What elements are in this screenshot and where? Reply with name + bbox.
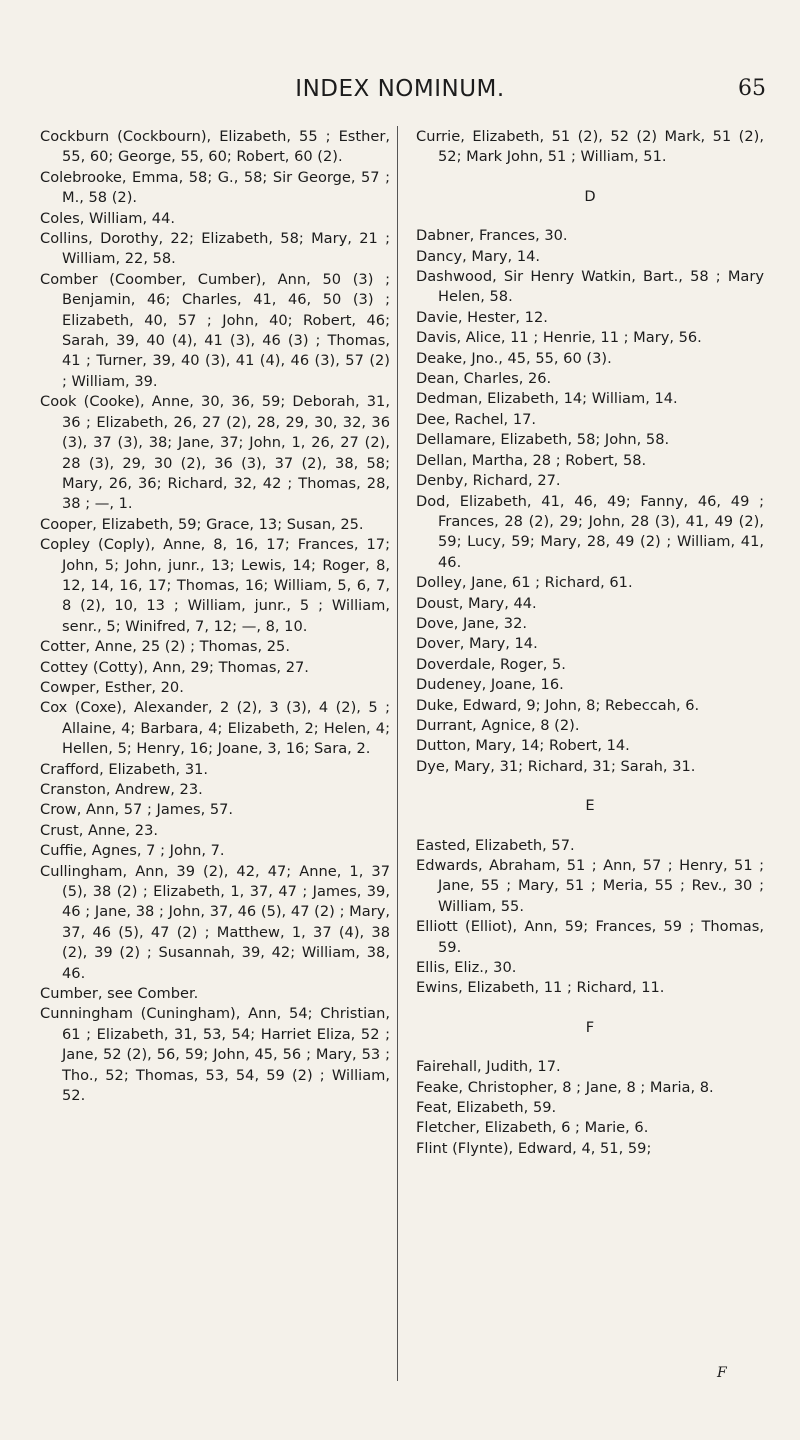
index-entry: Dedman, Elizabeth, 14; William, 14. <box>416 390 678 408</box>
index-entry: Colebrooke, Emma, 58; G., 58; Sir George, 57 ; M., 58 (2). <box>40 168 390 207</box>
index-entry: Flint (Flynte), Edward, 4, 51, 59; <box>416 1139 652 1157</box>
index-entry: Cowper, Esther, 20. <box>40 678 184 696</box>
index-entry: Cottey (Cotty), Ann, 29; Thomas, 27. <box>40 658 309 676</box>
index-entry: Dee, Rachel, 17. <box>416 410 537 428</box>
index-entry: Copley (Coply), Anne, 8, 16, 17; Frances, 17; John, 5; John, junr., 13; Lewis, 14; Roger, 8, 12, 14, 16, 17; Thomas, 16; William, 5, 6, 7, 8 (2), 10, 13 ; William, junr., 5 ; William, senr., 5; Winifred, 7, 12; —, 8, 10. <box>40 536 390 635</box>
index-entry: Duke, Edward, 9; John, 8; Rebeccah, 6. <box>416 696 700 714</box>
index-entry: Crust, Anne, 23. <box>40 821 158 839</box>
index-entry: Davis, Alice, 11 ; Henrie, 11 ; Mary, 56. <box>416 329 702 347</box>
index-entry: Cotter, Anne, 25 (2) ; Thomas, 25. <box>40 638 290 656</box>
column-divider <box>397 126 398 1381</box>
page-number: 65 <box>738 76 766 101</box>
page-header <box>0 74 800 114</box>
index-entry: Fletcher, Elizabeth, 6 ; Marie, 6. <box>416 1119 649 1137</box>
catchword: F <box>717 1365 727 1381</box>
index-entry: Elliott (Elliot), Ann, 59; Frances, 59 ; Thomas, 59. <box>416 918 764 956</box>
index-entry: Easted, Elizabeth, 57. <box>416 836 575 854</box>
index-entry: Edwards, Abraham, 51 ; Ann, 57 ; Henry, 51 ; Jane, 55 ; Mary, 51 ; Meria, 55 ; Rev., 30 ; William, 55. <box>416 857 764 915</box>
index-entry: Davie, Hester, 12. <box>416 308 548 326</box>
index-entry: Cuffie, Agnes, 7 ; John, 7. <box>40 842 225 860</box>
index-entry: Doverdale, Roger, 5. <box>416 655 566 673</box>
index-entry: Dolley, Jane, 61 ; Richard, 61. <box>416 574 633 592</box>
index-entry: Cunningham (Cuningham), Ann, 54; Christian, 61 ; Elizabeth, 31, 53, 54; Harriet Eliza, 52 ; Jane, 52 (2), 56, 59; John, 45, 56 ; Mary, 53 ; Tho., 52; Thomas, 53, 54, 59 (2) ; William, 52. <box>40 1005 390 1105</box>
section-letter: D <box>584 187 596 205</box>
index-entry: Crafford, Elizabeth, 31. <box>40 760 209 778</box>
index-entry: Dover, Mary, 14. <box>416 635 538 653</box>
index-entry: Crow, Ann, 57 ; James, 57. <box>40 801 234 819</box>
index-entry: Dashwood, Sir Henry Watkin, Bart., 58 ; Mary Helen, 58. <box>416 268 764 306</box>
index-entry: Dancy, Mary, 14. <box>416 247 541 265</box>
index-entry: Deake, Jno., 45, 55, 60 (3). <box>416 349 612 367</box>
index-entry: Dean, Charles, 26. <box>416 370 552 388</box>
index-entry: Ellis, Eliz., 30. <box>416 959 517 977</box>
index-entry: Feake, Christopher, 8 ; Jane, 8 ; Maria, 8. <box>416 1078 714 1096</box>
index-entry: Dellan, Martha, 28 ; Robert, 58. <box>416 451 647 469</box>
index-entry: Cumber, see Comber. <box>40 985 199 1003</box>
index-entry: Dutton, Mary, 14; Robert, 14. <box>416 737 630 755</box>
index-entry: Cooper, Elizabeth, 59; Grace, 13; Susan, 25. <box>40 515 364 533</box>
index-entry: Coles, William, 44. <box>40 209 176 227</box>
index-entry: Feat, Elizabeth, 59. <box>416 1099 557 1117</box>
index-entry: Denby, Richard, 27. <box>416 472 561 490</box>
running-title: INDEX NOMINUM. <box>295 76 505 102</box>
index-entry: Cook (Cooke), Anne, 30, 36, 59; Deborah, 31, 36 ; Elizabeth, 26, 27 (2), 28, 29, 30, 32, 36 (3), 37 (3), 38; Jane, 37; John, 1, 26, 27 (2), 28 (3), 29, 30 (2), 36 (3), 37 (2), 38, 58; Mary, 26, 36; Richard, 32, 42 ; Thomas, 28, 38 ; —, 1. <box>40 393 390 513</box>
index-column-right <box>416 127 764 1159</box>
index-entry: Cox (Coxe), Alexander, 2 (2), 3 (3), 4 (2), 5 ; Allaine, 4; Barbara, 4; Elizabeth, 2; Helen, 4; Hellen, 5; Henry, 16; Joane, 3, 16; Sara, 2. <box>40 699 390 758</box>
index-entry: Collins, Dorothy, 22; Elizabeth, 58; Mary, 21 ; William, 22, 58. <box>40 230 390 268</box>
index-entry: Ewins, Elizabeth, 11 ; Richard, 11. <box>416 979 665 997</box>
section-letter: E <box>585 797 595 815</box>
index-column-left <box>40 127 390 1107</box>
index-entry: Cranston, Andrew, 23. <box>40 781 203 798</box>
index-entry: Comber (Coomber, Cumber), Ann, 50 (3) ; Benjamin, 46; Charles, 41, 46, 50 (3) ; Elizabeth, 40, 57 ; John, 40; Robert, 46; Sarah, 39, 40 (4), 41 (3), 46 (3) ; Thomas, 41 ; Turner, 39, 40 (3), 41 (4), 46 (3), 57 (2) ; William, 39. <box>40 270 390 390</box>
index-entry: Dellamare, Elizabeth, 58; John, 58. <box>416 431 670 449</box>
index-entry: Currie, Elizabeth, 51 (2), 52 (2) Mark, 51 (2), 52; Mark John, 51 ; William, 51. <box>416 128 764 166</box>
index-entry: Dod, Elizabeth, 41, 46, 49; Fanny, 46, 49 ; Frances, 28 (2), 29; John, 28 (3), 41, 49 (2), 59; Lucy, 59; Mary, 28, 49 (2) ; William, 41, 46. <box>416 492 764 571</box>
index-entry: Dove, Jane, 32. <box>416 614 528 632</box>
index-entry: Dudeney, Joane, 16. <box>416 676 564 694</box>
index-entry: Dye, Mary, 31; Richard, 31; Sarah, 31. <box>416 757 696 775</box>
index-entry: Fairehall, Judith, 17. <box>416 1058 561 1076</box>
section-letter: F <box>585 1018 595 1036</box>
index-entry: Cockburn (Cockbourn), Elizabeth, 55 ; Esther, 55, 60; George, 55, 60; Robert, 60 (2). <box>40 128 390 166</box>
index-entry: Durrant, Agnice, 8 (2). <box>416 716 580 734</box>
index-entry: Doust, Mary, 44. <box>416 594 537 612</box>
index-entry: Dabner, Frances, 30. <box>416 227 568 245</box>
index-entry: Cullingham, Ann, 39 (2), 42, 47; Anne, 1, 37 (5), 38 (2) ; Elizabeth, 1, 37, 47 ; James, 39, 46 ; Jane, 38 ; John, 37, 46 (5), 47 (2) ; Mary, 37, 46 (5), 47 (2) ; Matthew, 1, 37 (4), 38 (2), 39 (2) ; Susannah, 39, 42; William, 38, 46. <box>40 862 390 982</box>
